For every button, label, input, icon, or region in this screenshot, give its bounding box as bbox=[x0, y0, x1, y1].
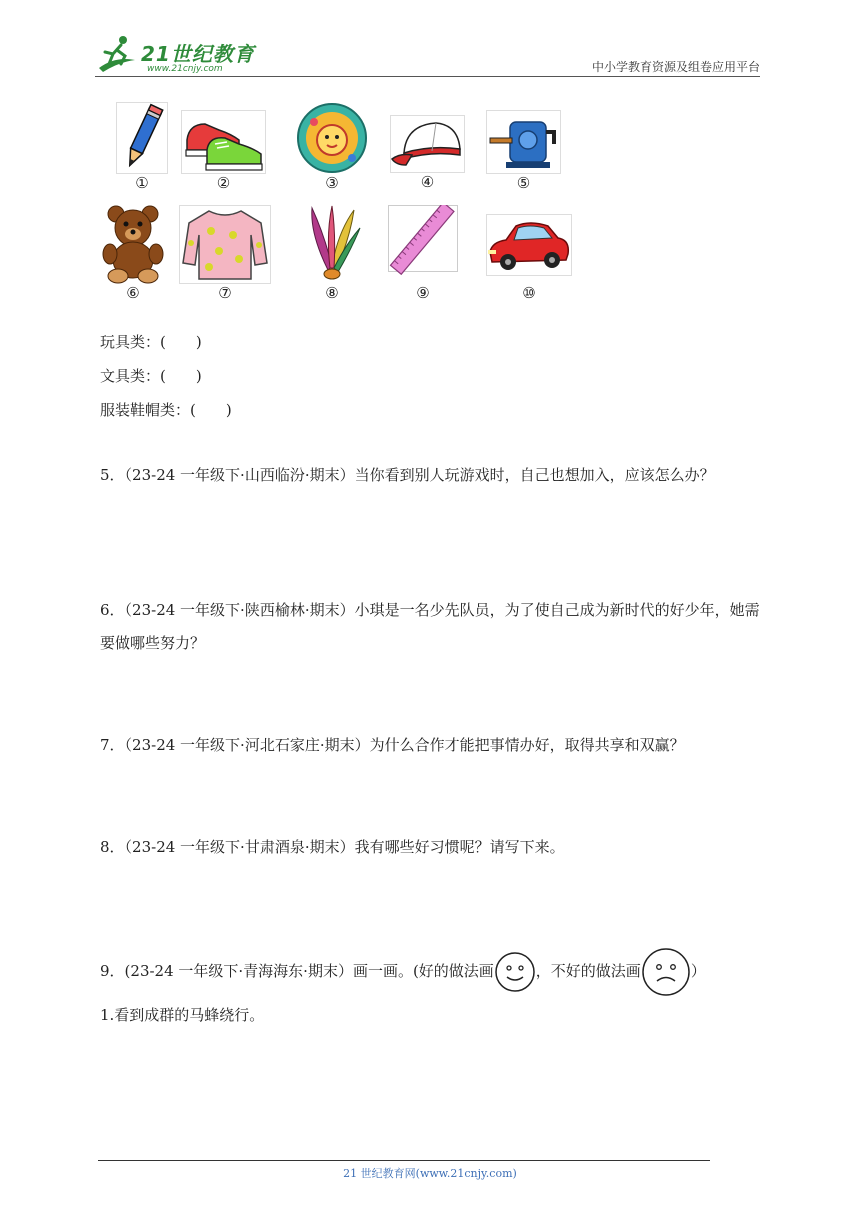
ball-icon bbox=[294, 102, 370, 174]
ruler-icon bbox=[388, 205, 458, 284]
item-4 bbox=[390, 115, 465, 191]
platform-title: 中小学教育资源及组卷应用平台 bbox=[591, 60, 760, 74]
header-divider bbox=[95, 76, 760, 77]
stationery-category-line: 文具类：( ) bbox=[100, 367, 202, 385]
item-1 bbox=[116, 102, 168, 192]
sad-face-icon bbox=[641, 947, 691, 997]
question-8: 8．（23-24 一年级下·甘肃酒泉·期末）我有哪些好习惯呢？请写下来。 bbox=[100, 838, 565, 856]
pencil-icon bbox=[116, 102, 168, 174]
logo-url: www.21cnjy.com bbox=[147, 64, 223, 74]
item-3 bbox=[294, 102, 370, 192]
item-number: ⑦ bbox=[218, 284, 232, 302]
site-logo bbox=[95, 34, 265, 76]
item-number: ④ bbox=[420, 173, 435, 191]
pencil-sharpener-icon bbox=[486, 110, 561, 174]
item-number: ⑨ bbox=[416, 284, 430, 302]
item-10 bbox=[486, 214, 572, 302]
sweater-icon bbox=[179, 205, 271, 284]
smiley-face-icon bbox=[494, 951, 536, 993]
item-number: ② bbox=[216, 174, 231, 192]
item-2 bbox=[181, 110, 266, 192]
footer-text: 21 世纪教育网(www.21cnjy.com) bbox=[343, 1167, 517, 1180]
clothing-category-line: 服装鞋帽类：( ) bbox=[100, 401, 232, 419]
cap-icon bbox=[390, 115, 465, 173]
teddy-bear-icon bbox=[98, 204, 168, 284]
item-number: ① bbox=[135, 174, 149, 192]
item-number: ⑩ bbox=[522, 284, 536, 302]
item-7 bbox=[179, 205, 271, 302]
item-number: ⑧ bbox=[325, 284, 339, 302]
question-6: 6．（23-24 一年级下·陕西榆林·期末）小琪是一名少先队员，为了使自己成为新时代的好少年，她需要做哪些努力？ bbox=[100, 601, 760, 652]
item-number: ⑤ bbox=[516, 174, 531, 192]
runner-logo-icon bbox=[95, 34, 141, 76]
page-header bbox=[95, 30, 760, 78]
item-6 bbox=[98, 204, 168, 302]
question-9 bbox=[100, 947, 770, 997]
item-9 bbox=[388, 205, 458, 302]
question-9-text-3: ） bbox=[690, 962, 706, 980]
shuttlecock-icon bbox=[298, 204, 366, 284]
item-5 bbox=[486, 110, 561, 192]
question-7: 7．（23-24 一年级下·河北石家庄·期末）为什么合作才能把事情办好，取得共享和双赢？ bbox=[100, 736, 685, 754]
toy-category-line: 玩具类：( ) bbox=[100, 333, 202, 351]
question-5: 5．（23-24 一年级下·山西临汾·期末）当你看到别人玩游戏时，自己也想加入，应该怎么办？ bbox=[100, 466, 715, 484]
item-8 bbox=[298, 204, 366, 302]
sneakers-icon bbox=[181, 110, 266, 174]
question-9-text: 9．(23-24 一年级下·青海海东·期末）画一画。(好的做法画 bbox=[100, 962, 494, 980]
question-9-sub-1: 1.看到成群的马蜂绕行。 bbox=[100, 1006, 265, 1024]
logo-text: 21世纪教育 bbox=[141, 42, 255, 66]
question-9-text-2: ，不好的做法画 bbox=[535, 962, 641, 980]
toy-car-icon bbox=[486, 214, 572, 284]
footer-divider bbox=[98, 1160, 710, 1161]
item-number: ⑥ bbox=[126, 284, 140, 302]
item-number: ③ bbox=[325, 174, 339, 192]
